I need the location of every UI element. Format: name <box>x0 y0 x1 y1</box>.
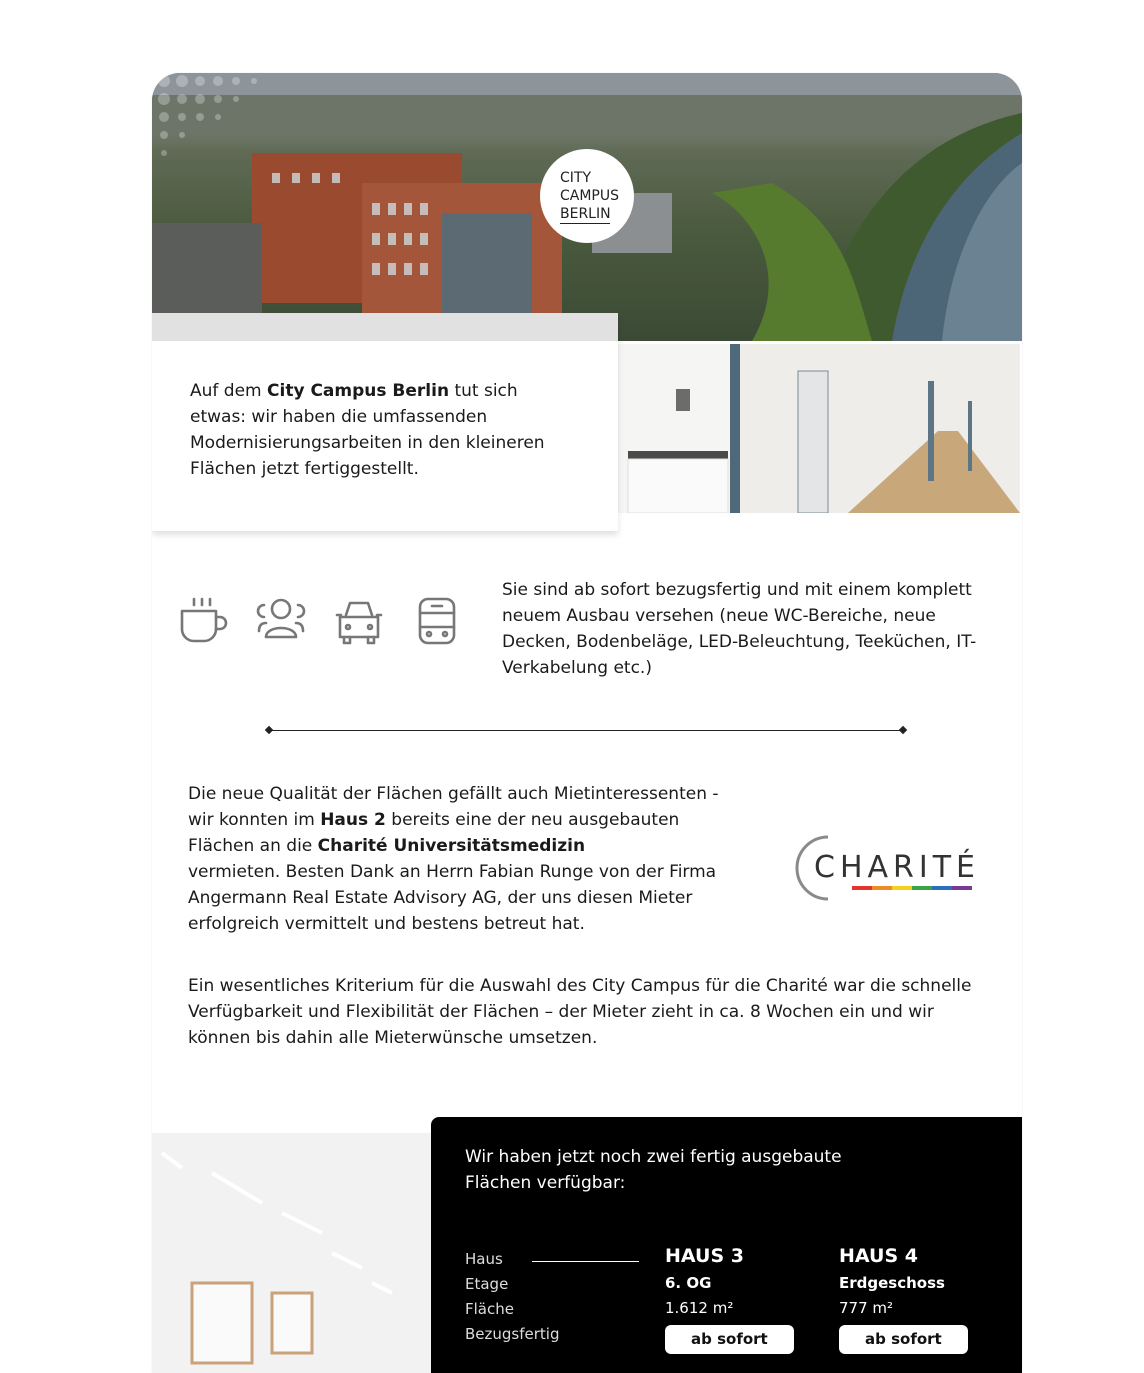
unit-haus: HAUS 3 <box>665 1245 744 1267</box>
intro-text-bold: City Campus Berlin <box>267 381 450 401</box>
unit-flaeche: 1.612 m² <box>665 1299 734 1317</box>
unit-etage: 6. OG <box>665 1274 712 1292</box>
unit-haus: HAUS 4 <box>839 1245 918 1267</box>
intro-box-strip <box>152 313 618 341</box>
charite-logo-text: CHARITÉ <box>814 850 980 885</box>
label-haus: Haus <box>465 1250 503 1268</box>
interior-photo <box>618 341 1020 513</box>
criteria-text: Ein wesentliches Kriterium für die Auswahl des City Campus für die Charité war die schnelle Verfügbarkeit und Flexibilität der Flächen – der Mieter zieht in ca. 8 Wochen ein und wir können bis dahin alle Mieterwünsche umsetzen. <box>188 976 972 1048</box>
office-room-scene <box>152 1133 452 1373</box>
label-flaeche: Fläche <box>465 1300 514 1318</box>
unit-column-haus4 <box>839 1241 968 1354</box>
car-icon <box>334 595 384 647</box>
logo-line-3: BERLIN <box>560 205 611 222</box>
train-icon <box>412 595 462 647</box>
availability-labels <box>465 1247 559 1347</box>
kitchen-hallway-scene <box>618 341 1020 513</box>
amenity-icons <box>178 595 462 647</box>
charite-text-a: Die neue Qualität der Flächen gefällt auch Mietinteressenten - wir konnten im <box>188 784 719 830</box>
coffee-cup-icon <box>178 595 228 647</box>
availability-intro: Wir haben jetzt noch zwei fertig ausgebaute Flächen verfügbar: <box>465 1147 842 1193</box>
logo-line-2: CAMPUS <box>560 187 620 204</box>
intro-box <box>152 313 618 531</box>
section-divider <box>268 730 904 731</box>
unit-column-haus3 <box>665 1241 794 1354</box>
charite-text-c: vermieten. Besten Dank an Herrn Fabian Runge von der Firma Angermann Real Estate Advisory AG, der uns diesen Mieter erfolgreich vermittelt und bestens betreut hat. <box>188 862 717 934</box>
charite-text-b: bereits eine der neu ausgebauten Flächen an die <box>188 810 680 856</box>
intro-text-pre: Auf dem <box>190 381 268 401</box>
charite-text-charite: Charité Universitätsmedizin <box>317 836 586 856</box>
availability-panel <box>431 1117 1022 1373</box>
charite-text <box>188 781 748 937</box>
ab-sofort-button[interactable]: ab sofort <box>839 1325 968 1354</box>
label-etage: Etage <box>465 1275 509 1293</box>
label-line <box>532 1261 639 1262</box>
ready-text: Sie sind ab sofort bezugsfertig und mit einem komplett neuem Ausbau versehen (neue WC-Bereiche, neue Decken, Bodenbeläge, LED-Beleuchtung, Teeküchen, IT-Verkabelung etc.) <box>502 580 977 678</box>
logo-line-1: CITY <box>560 169 592 186</box>
charite-text-haus2: Haus 2 <box>320 810 386 830</box>
intro-text <box>190 378 570 482</box>
room-photo <box>152 1133 452 1373</box>
city-campus-logo <box>540 149 634 243</box>
ab-sofort-button[interactable]: ab sofort <box>665 1325 794 1354</box>
newsletter-card <box>152 73 1022 1373</box>
users-icon <box>256 595 306 647</box>
charite-logo <box>794 833 980 903</box>
intro-text-post: tut sich etwas: wir haben die umfassenden Modernisierungsarbeiten in den kleineren Flächen jetzt fertiggestellt. <box>190 381 545 479</box>
unit-flaeche: 777 m² <box>839 1299 894 1317</box>
label-bezugsfertig: Bezugsfertig <box>465 1325 560 1343</box>
hero-aerial-photo <box>152 73 1022 341</box>
unit-etage: Erdgeschoss <box>839 1274 945 1292</box>
